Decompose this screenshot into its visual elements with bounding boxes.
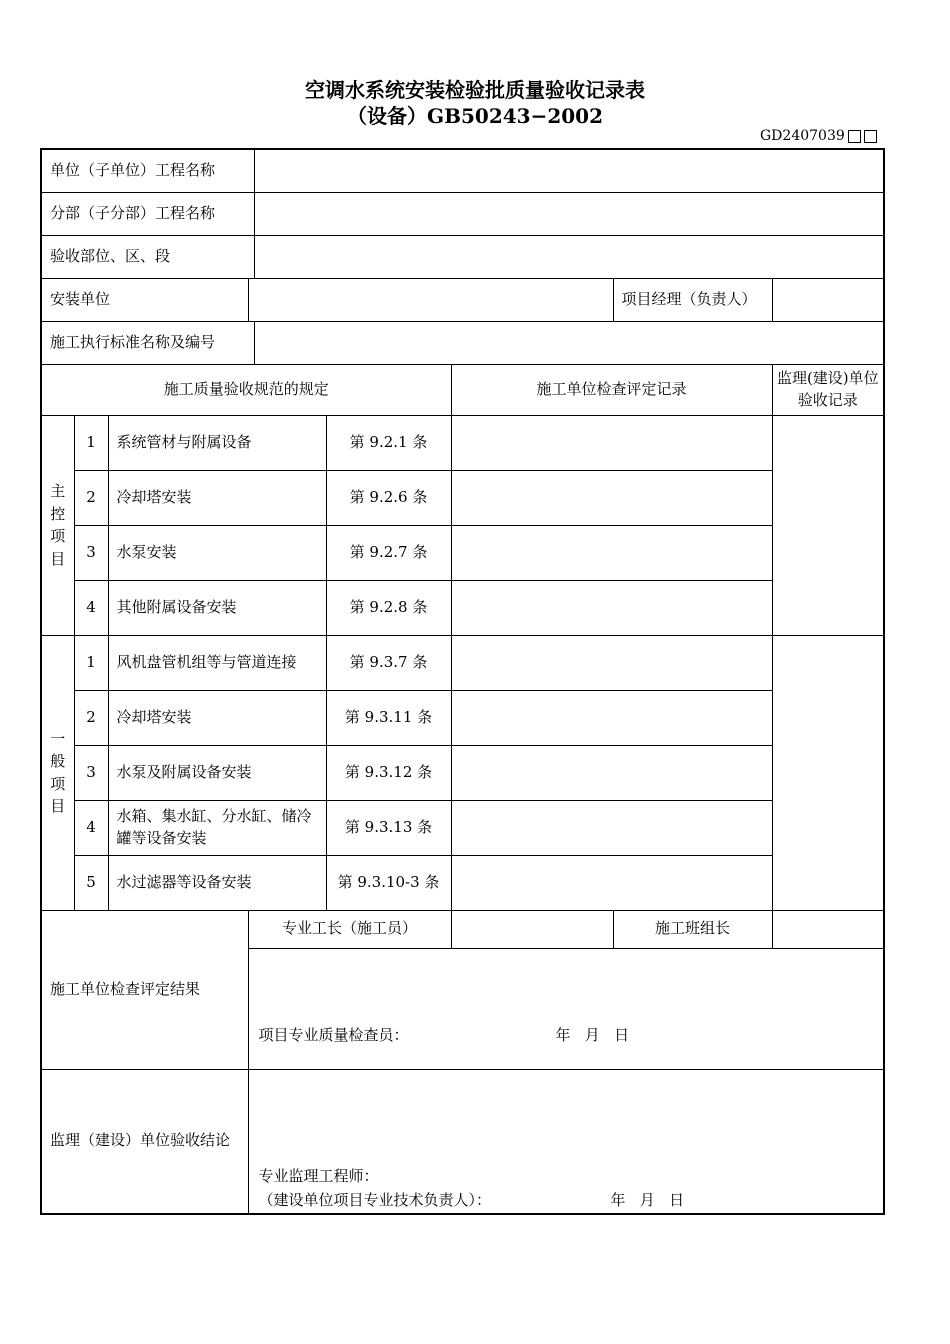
foreman-field[interactable] [451, 910, 613, 948]
construction-result-field[interactable] [248, 948, 884, 1069]
install-unit-field[interactable] [248, 278, 613, 321]
item-clause: 第 9.2.7 条 [326, 525, 451, 580]
team-leader-label: 施工班组长 [613, 910, 772, 948]
document-title: 空调水系统安装检验批质量验收记录表 [305, 78, 645, 102]
item-record-field[interactable] [451, 855, 772, 910]
item-name: 水过滤器等设备安装 [108, 855, 326, 910]
construction-result-label: 施工单位检查评定结果 [41, 910, 248, 1069]
item-no: 3 [74, 745, 108, 800]
item-name: 冷却塔安装 [108, 690, 326, 745]
construction-record-header: 施工单位检查评定记录 [451, 364, 772, 415]
item-name: 系统管材与附属设备 [108, 415, 326, 470]
owner-rep-label: （建设单位项目专业技术负责人）： [258, 1190, 492, 1209]
standard-field[interactable] [254, 321, 884, 364]
item-clause: 第 9.3.7 条 [326, 635, 451, 690]
item-no: 1 [74, 415, 108, 470]
code-box-2[interactable] [864, 130, 877, 143]
item-name: 水箱、集水缸、分水缸、储冷罐等设备安装 [108, 800, 326, 855]
item-record-field[interactable] [451, 745, 772, 800]
project-manager-label: 项目经理（负责人） [613, 278, 772, 321]
group-char: 一 [50, 729, 66, 748]
main-items-supervision-field[interactable] [772, 415, 884, 635]
item-no: 2 [74, 690, 108, 745]
sub-project-label: 分部（子分部）工程名称 [41, 192, 254, 235]
item-clause: 第 9.2.1 条 [326, 415, 451, 470]
general-items-group-label [41, 635, 74, 910]
item-clause: 第 9.2.8 条 [326, 580, 451, 635]
unit-project-label: 单位（子单位）工程名称 [41, 149, 254, 192]
acceptance-part-field[interactable] [254, 235, 884, 278]
sub-project-field[interactable] [254, 192, 884, 235]
standard-label: 施工执行标准名称及编号 [41, 321, 254, 364]
supervision-record-header: 监理(建设)单位验收记录 [772, 364, 884, 415]
item-no: 4 [74, 800, 108, 855]
supervision-conclusion-field[interactable] [248, 1069, 884, 1214]
item-clause: 第 9.3.13 条 [326, 800, 451, 855]
group-char: 项 [50, 774, 66, 793]
item-record-field[interactable] [451, 690, 772, 745]
install-unit-label: 安装单位 [41, 278, 248, 321]
doc-code [760, 128, 877, 144]
item-clause: 第 9.2.6 条 [326, 470, 451, 525]
item-clause: 第 9.3.10-3 条 [326, 855, 451, 910]
group-char: 目 [50, 797, 66, 815]
general-items-supervision-field[interactable] [772, 635, 884, 910]
item-name: 风机盘管机组等与管道连接 [108, 635, 326, 690]
doc-code-text: GD2407039 [760, 128, 845, 144]
main-items-group-label [41, 415, 74, 635]
group-char: 般 [50, 752, 66, 770]
group-char: 控 [50, 504, 66, 523]
team-leader-field[interactable] [772, 910, 884, 948]
item-record-field[interactable] [451, 470, 772, 525]
item-record-field[interactable] [451, 800, 772, 855]
item-clause: 第 9.3.12 条 [326, 745, 451, 800]
project-manager-field[interactable] [772, 278, 884, 321]
item-record-field[interactable] [451, 525, 772, 580]
item-record-field[interactable] [451, 635, 772, 690]
unit-project-field[interactable] [254, 149, 884, 192]
item-no: 5 [74, 855, 108, 910]
document-subtitle: （设备）GB50243−2002 [347, 104, 603, 128]
item-record-field[interactable] [451, 580, 772, 635]
item-clause: 第 9.3.11 条 [326, 690, 451, 745]
conclusion-date: 年 月 日 [610, 1190, 685, 1209]
item-name: 水泵及附属设备安装 [108, 745, 326, 800]
inspection-record-table [40, 148, 885, 1215]
item-no: 4 [74, 580, 108, 635]
item-no: 1 [74, 635, 108, 690]
supervising-engineer-label: 专业监理工程师： [258, 1166, 379, 1185]
spec-column-header: 施工质量验收规范的规定 [41, 364, 451, 415]
item-no: 3 [74, 525, 108, 580]
item-name: 冷却塔安装 [108, 470, 326, 525]
item-name: 其他附属设备安装 [108, 580, 326, 635]
foreman-label: 专业工长（施工员） [248, 910, 451, 948]
item-no: 2 [74, 470, 108, 525]
group-char: 主 [50, 482, 66, 500]
inspector-label: 项目专业质量检查员： [258, 1025, 409, 1044]
result-date: 年 月 日 [555, 1025, 630, 1044]
group-char: 项 [50, 527, 66, 545]
item-name: 水泵安装 [108, 525, 326, 580]
group-char: 目 [50, 549, 66, 568]
supervision-conclusion-label: 监理（建设）单位验收结论 [41, 1069, 248, 1214]
item-record-field[interactable] [451, 415, 772, 470]
acceptance-part-label: 验收部位、区、段 [41, 235, 254, 278]
code-box-1[interactable] [848, 130, 861, 143]
